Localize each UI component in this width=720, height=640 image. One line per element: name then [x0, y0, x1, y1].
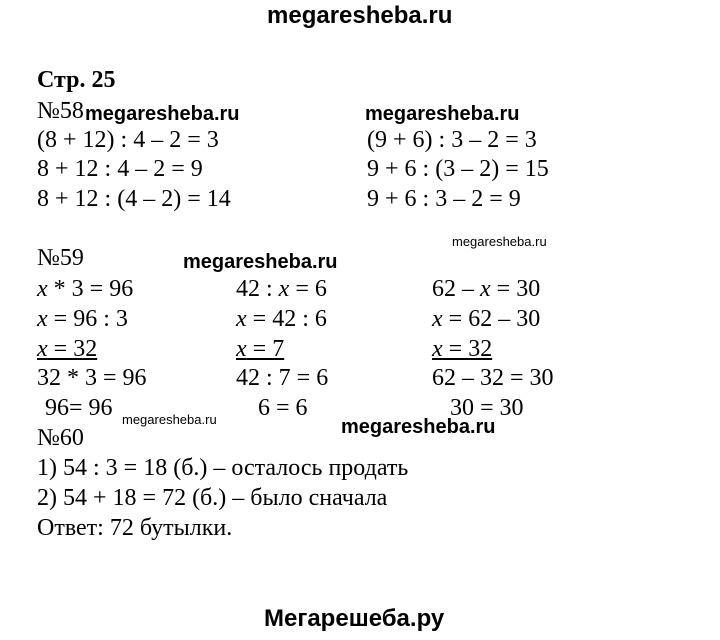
task-59-col1-result: 96= 96 — [45, 395, 113, 421]
task-59-col2-check: 42 : 7 = 6 — [236, 365, 329, 391]
task-60-number: №60 — [37, 425, 84, 451]
task-59-col1-check: 32 * 3 = 96 — [37, 365, 147, 391]
task-59-col3-answer: x = 32 — [432, 336, 493, 362]
task-59-col2-answer: x = 7 — [236, 336, 285, 362]
task-58-left-line-1: (8 + 12) : 4 – 2 = 3 — [37, 127, 219, 153]
task-59-number: №59 — [37, 245, 84, 271]
task-59-col3-check: 62 – 32 = 30 — [432, 365, 554, 391]
task-59-col2-step: x = 42 : 6 — [236, 306, 327, 332]
task-59-col3-result: 30 = 30 — [450, 395, 524, 421]
task-60-line-1: 1) 54 : 3 = 18 (б.) – осталось продать — [37, 455, 409, 481]
task-58-right-line-3: 9 + 6 : 3 – 2 = 9 — [367, 186, 521, 212]
task-58-number: №58 — [37, 98, 84, 124]
watermark: megaresheba.ru — [122, 412, 217, 427]
task-58-right-line-2: 9 + 6 : (3 – 2) = 15 — [367, 156, 549, 182]
task-59-col2-equation: 42 : x = 6 — [236, 276, 327, 302]
task-58-right-line-1: (9 + 6) : 3 – 2 = 3 — [367, 127, 537, 153]
watermark: megaresheba.ru — [365, 103, 520, 125]
task-58-left-line-3: 8 + 12 : (4 – 2) = 14 — [37, 186, 231, 212]
task-59-col2-result: 6 = 6 — [258, 395, 308, 421]
footer-watermark: Мегарешеба.ру — [264, 605, 445, 632]
task-60-answer: Ответ: 72 бутылки. — [37, 515, 233, 541]
task-59-col3-step: x = 62 – 30 — [432, 306, 541, 332]
task-59-col3-equation: 62 – x = 30 — [432, 276, 541, 302]
task-58-left-line-2: 8 + 12 : 4 – 2 = 9 — [37, 156, 203, 182]
watermark: megaresheba.ru — [341, 416, 496, 438]
watermark: megaresheba.ru — [85, 103, 240, 125]
task-59-col1-equation: x * 3 = 96 — [37, 276, 134, 302]
task-59-col1-answer: x = 32 — [37, 336, 98, 362]
task-59-col1-step: x = 96 : 3 — [37, 306, 128, 332]
header-watermark: megaresheba.ru — [267, 2, 453, 29]
watermark: megaresheba.ru — [452, 234, 547, 249]
task-60-line-2: 2) 54 + 18 = 72 (б.) – было сначала — [37, 485, 388, 511]
page-label: Стр. 25 — [37, 67, 116, 93]
watermark: megaresheba.ru — [183, 251, 338, 273]
